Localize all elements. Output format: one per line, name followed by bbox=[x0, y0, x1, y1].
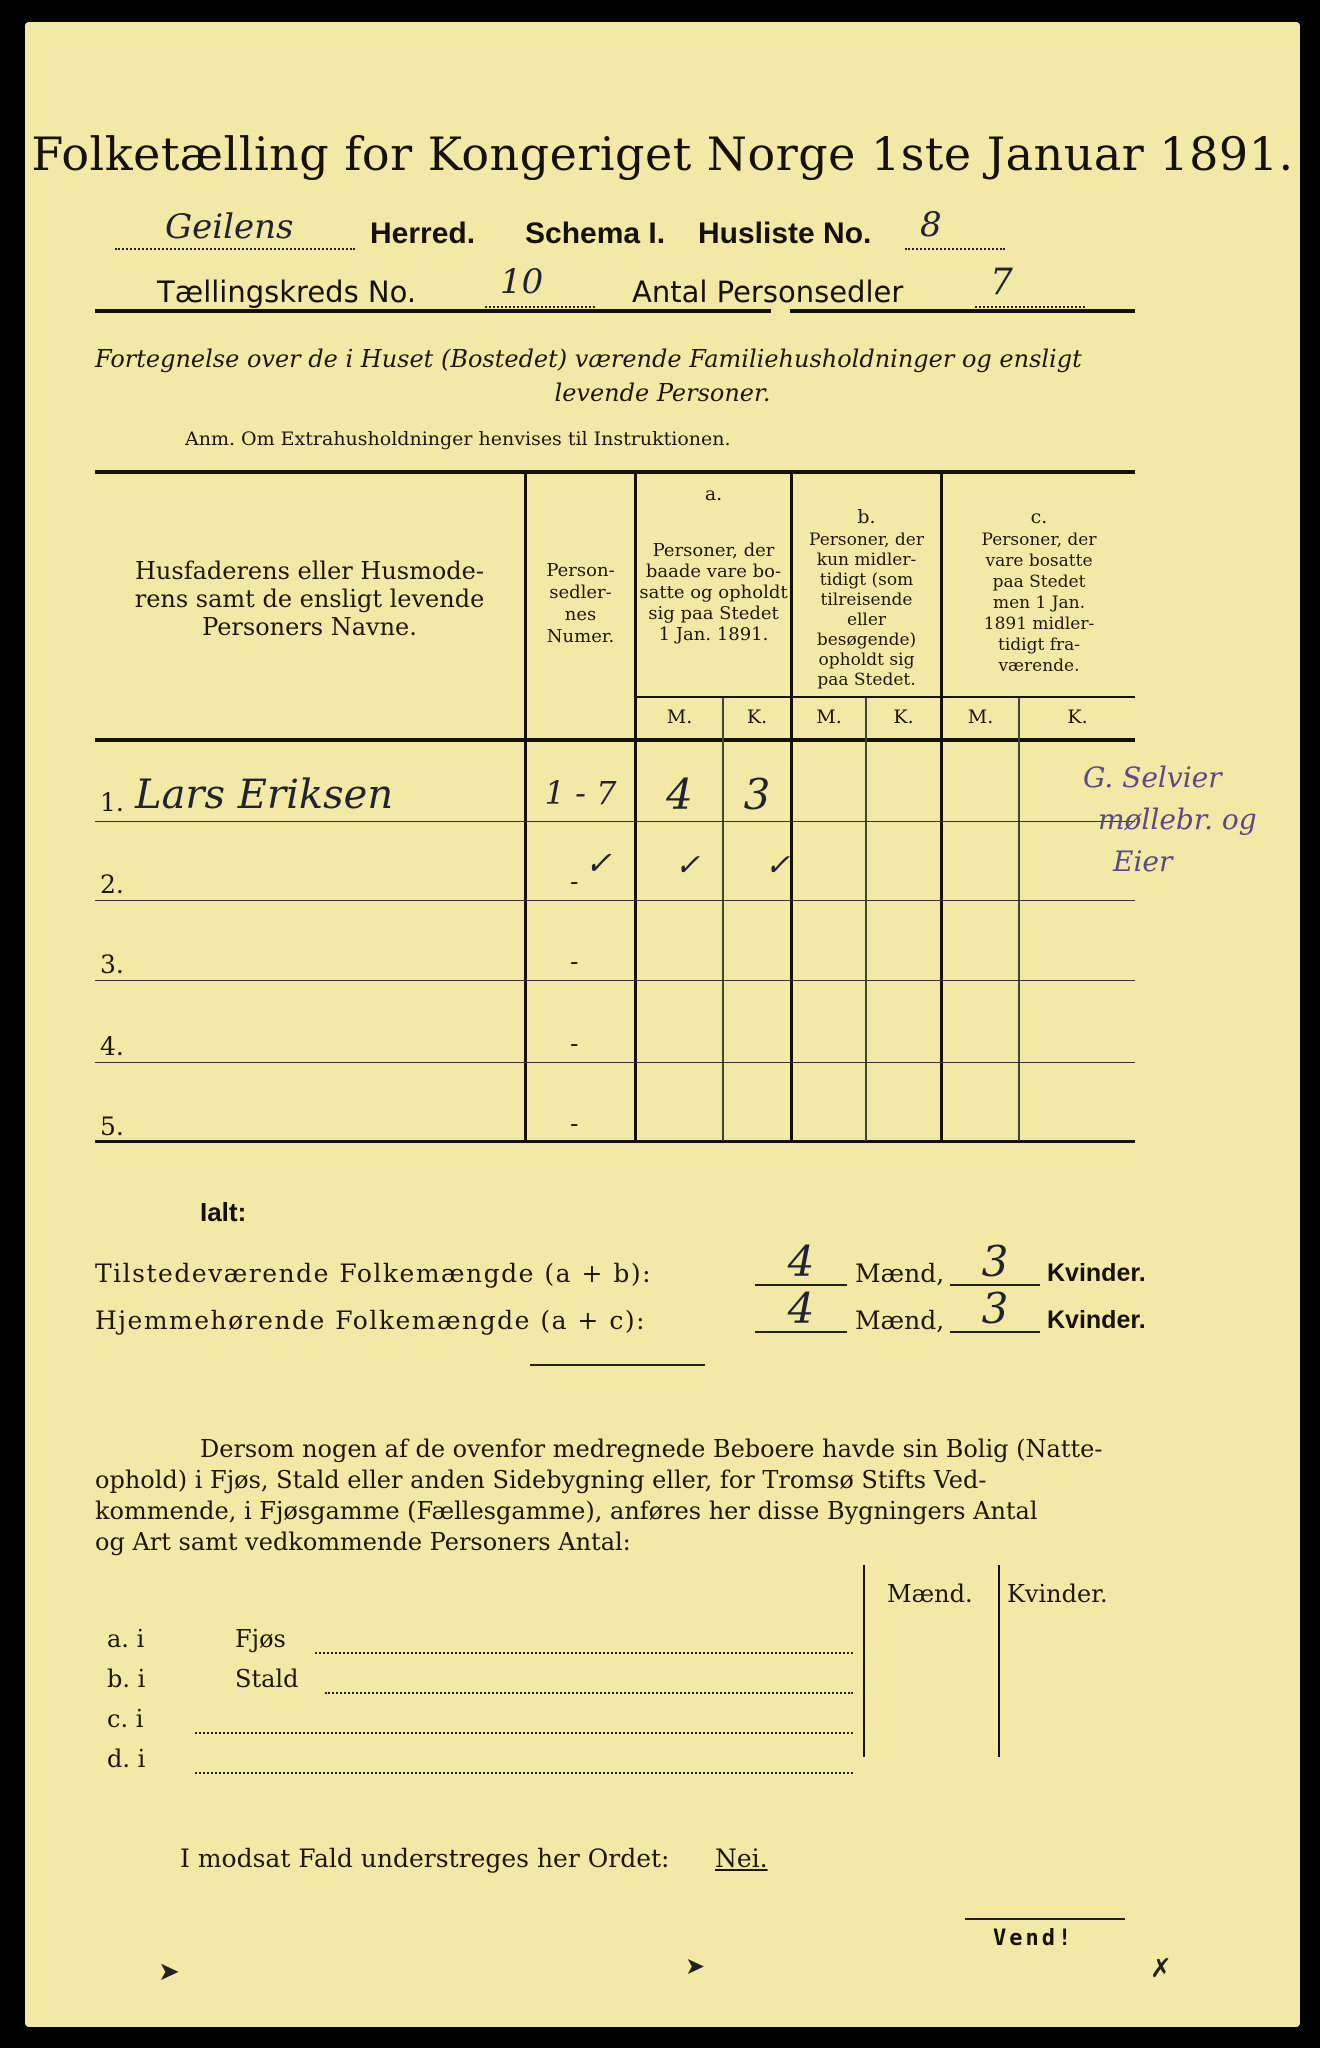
row-number: 4. bbox=[100, 1032, 124, 1061]
row-a-k: 3 bbox=[743, 770, 771, 819]
col-header-b-line: eller bbox=[846, 610, 887, 630]
row-c-note-line: møllebr. og bbox=[1098, 803, 1257, 836]
col-header-c-line: 1891 midler- bbox=[983, 614, 1095, 634]
header-rule-left bbox=[95, 309, 771, 313]
col-header-b-line: paa Stedet. bbox=[817, 670, 916, 690]
hjemme-maend: Mænd, bbox=[855, 1306, 945, 1335]
building-row-letter: a. i bbox=[107, 1625, 145, 1653]
row-line-1 bbox=[95, 821, 1135, 822]
col-header-names-line: rens samt de ensligt levende bbox=[134, 585, 485, 613]
building-row-letter: b. i bbox=[107, 1665, 146, 1693]
col-divider-a-mk bbox=[722, 697, 724, 1141]
row-line-2 bbox=[95, 900, 1135, 901]
table-header-rule bbox=[95, 738, 1135, 742]
corner-mark-icon: ➤ bbox=[158, 1957, 180, 1987]
a-m-label: M. bbox=[666, 706, 693, 728]
nei-word: Nei. bbox=[715, 1844, 768, 1873]
a-k-label: K. bbox=[746, 706, 768, 728]
corner-mark-icon: ✗ bbox=[1150, 1954, 1172, 1984]
row-line-3 bbox=[95, 980, 1135, 981]
col-header-names-line: Personers Navne. bbox=[202, 613, 417, 641]
census-form-page bbox=[25, 22, 1300, 2027]
col-header-b-line: tilreisende bbox=[820, 590, 913, 610]
col-header-a-line: Personer, der bbox=[652, 540, 775, 561]
buildings-divider-2 bbox=[998, 1565, 1000, 1757]
buildings-kvinder-header: Kvinder. bbox=[1007, 1580, 1108, 1608]
paragraph-line: Dersom nogen af de ovenfor medregnede Beboere havde sin Bolig (Natte- bbox=[200, 1435, 1103, 1463]
intro-line-2: levende Personer. bbox=[554, 379, 771, 407]
kreds-value: 10 bbox=[500, 262, 544, 302]
buildings-divider-1 bbox=[863, 1565, 865, 1757]
col-header-a-line: 1 Jan. 1891. bbox=[658, 624, 769, 645]
check-mark-icon: ✓ bbox=[765, 848, 791, 883]
row-a-m: 4 bbox=[666, 770, 693, 819]
row-numer: - bbox=[570, 1109, 579, 1138]
corner-mark-icon: ➤ bbox=[685, 1952, 706, 1980]
col-header-c-line: Personer, der bbox=[981, 530, 1097, 550]
col-header-numer-line: Person- bbox=[546, 560, 615, 581]
row-c-note-line: Eier bbox=[1113, 845, 1173, 878]
hjemme-kvinder: Kvinder. bbox=[1047, 1306, 1146, 1334]
hjemme-label: Hjemmehørende Folkemængde (a + c): bbox=[95, 1306, 646, 1335]
col-header-c-line: paa Stedet bbox=[992, 572, 1086, 592]
herred-label: Herred. bbox=[370, 217, 476, 250]
row-numer: - bbox=[570, 867, 579, 896]
annotation-note: Anm. Om Extrahusholdninger henvises til Instruktionen. bbox=[185, 428, 731, 450]
paragraph-line: og Art samt vedkommende Personers Antal: bbox=[95, 1528, 631, 1556]
col-header-numer-line: nes bbox=[564, 604, 597, 625]
modsat-text: I modsat Fald understreges her Ordet: bbox=[180, 1844, 670, 1873]
building-row-letter: d. i bbox=[107, 1745, 146, 1773]
row-number: 1. bbox=[100, 788, 124, 817]
husliste-label: Husliste No. bbox=[698, 217, 872, 250]
row-numer: - bbox=[570, 1029, 579, 1058]
col-header-a bbox=[637, 540, 790, 645]
row-number: 3. bbox=[100, 950, 124, 979]
row-numer: 1 - 7 bbox=[544, 774, 617, 812]
tilstede-maend: Mænd, bbox=[855, 1259, 945, 1288]
section-divider bbox=[530, 1364, 705, 1366]
tilstede-label: Tilstedeværende Folkemængde (a + b): bbox=[95, 1259, 653, 1288]
col-header-numer bbox=[527, 560, 634, 648]
building-row-dots bbox=[315, 1630, 853, 1654]
col-header-a-letter: a. bbox=[704, 483, 723, 505]
table-bottom-rule bbox=[95, 1140, 1135, 1143]
col-header-b-line: Personer, der bbox=[809, 530, 924, 550]
hjemme-k: 3 bbox=[981, 1284, 1009, 1333]
b-k-label: K. bbox=[893, 706, 914, 728]
col-header-c-letter: c. bbox=[1030, 506, 1048, 528]
tilstede-m: 4 bbox=[787, 1237, 815, 1286]
tilstede-k: 3 bbox=[981, 1237, 1009, 1286]
row-number: 2. bbox=[100, 870, 124, 899]
col-divider-c-mk bbox=[1018, 697, 1020, 1141]
col-header-b-line: tidigt (som bbox=[819, 570, 914, 590]
row-numer: - bbox=[570, 947, 579, 976]
tilstede-kvinder: Kvinder. bbox=[1047, 1259, 1146, 1287]
schema-label: Schema I. bbox=[525, 217, 666, 250]
c-m-label: M. bbox=[967, 706, 994, 728]
row-name: Lars Eriksen bbox=[135, 772, 394, 818]
antal-label: Antal Personsedler bbox=[632, 275, 904, 309]
building-row-dots bbox=[195, 1750, 853, 1774]
col-header-b-line: besøgende) bbox=[816, 630, 917, 650]
col-header-a-line: sig paa Stedet bbox=[648, 603, 779, 624]
col-header-b-line: opholdt sig bbox=[818, 650, 915, 670]
row-c-note bbox=[1083, 757, 1257, 883]
form-title: Folketælling for Kongeriget Norge 1ste Januar 1891. bbox=[31, 127, 1294, 181]
antal-value: 7 bbox=[990, 262, 1013, 303]
bolig-paragraph bbox=[95, 1434, 1135, 1558]
husliste-value: 8 bbox=[920, 205, 942, 245]
row-c-note-line: G. Selvier bbox=[1083, 761, 1222, 794]
kreds-label: Tællingskreds No. bbox=[157, 275, 417, 309]
building-row-label: Stald bbox=[235, 1665, 299, 1693]
mk-header-rule bbox=[634, 696, 1135, 698]
building-row-dots bbox=[195, 1710, 853, 1734]
col-header-a-line: baade vare bo- bbox=[645, 561, 782, 582]
col-header-c-line: vare bosatte bbox=[985, 551, 1093, 571]
paragraph-line: kommende, i Fjøsgamme (Fællesgamme), anføres her disse Bygningers Antal bbox=[95, 1497, 1038, 1525]
b-m-label: M. bbox=[816, 706, 842, 728]
check-mark-icon: ✓ bbox=[585, 844, 612, 882]
building-row-dots bbox=[325, 1670, 853, 1694]
col-divider-b-mk bbox=[865, 697, 867, 1141]
col-header-c-line: værende. bbox=[998, 656, 1080, 676]
header-rule-right bbox=[790, 309, 1135, 313]
check-mark-icon: ✓ bbox=[675, 848, 701, 883]
col-header-c-line: men 1 Jan. bbox=[992, 593, 1086, 613]
table-top-rule bbox=[95, 470, 1135, 474]
col-header-a-line: satte og opholdt bbox=[639, 582, 788, 603]
col-header-b bbox=[793, 530, 940, 690]
building-row-letter: c. i bbox=[107, 1705, 144, 1733]
herred-value: Geilens bbox=[165, 207, 294, 247]
building-row-label: Fjøs bbox=[235, 1625, 286, 1653]
c-k-label: K. bbox=[1067, 706, 1088, 728]
col-header-numer-line: Numer. bbox=[546, 626, 615, 647]
col-header-names-line: Husfaderens eller Husmode- bbox=[135, 557, 484, 585]
buildings-maend-header: Mænd. bbox=[887, 1580, 973, 1608]
vend-label: Vend! bbox=[993, 1926, 1075, 1951]
col-header-b-letter: b. bbox=[857, 506, 876, 528]
col-header-names bbox=[95, 557, 524, 641]
intro-line-1: Fortegnelse over de i Huset (Bostedet) værende Familiehusholdninger og ensligt bbox=[95, 345, 1082, 373]
col-header-numer-line: sedler- bbox=[549, 582, 612, 603]
ialt-label: Ialt: bbox=[200, 1197, 247, 1227]
row-line-4 bbox=[95, 1062, 1135, 1063]
hjemme-m: 4 bbox=[787, 1284, 815, 1333]
vend-rule bbox=[965, 1918, 1125, 1920]
col-header-b-line: kun midler- bbox=[816, 550, 917, 570]
col-header-c-line: tidigt fra- bbox=[997, 635, 1080, 655]
paragraph-line: ophold) i Fjøs, Stald eller anden Sidebygning eller, for Tromsø Stifts Ved- bbox=[95, 1466, 987, 1494]
row-number: 5. bbox=[100, 1112, 124, 1141]
col-header-c bbox=[943, 530, 1135, 677]
